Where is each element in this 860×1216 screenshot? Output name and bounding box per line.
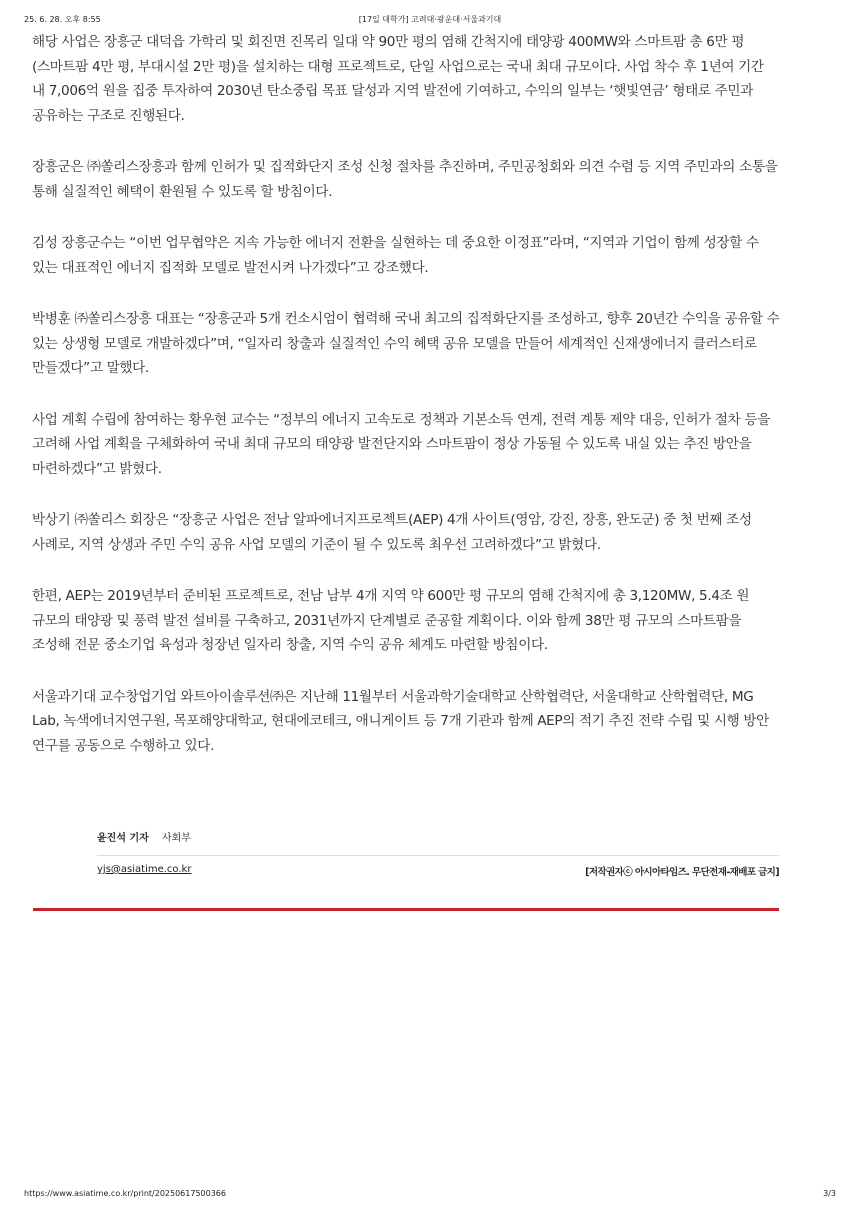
article-end-rule	[33, 908, 779, 911]
paragraph: 장흥군은 ㈜쏠리스장흥과 함께 인허가 및 집적화단지 조성 신청 절차를 추진하며, 주민공청회와 의견 수렴 등 지역 주민과의 소통을 통해 실질적인 혜택이 환원될 수 있도록 할 방침이다.	[32, 159, 778, 200]
copyright-notice: [저작권자ⓒ 아시아타임즈. 무단전재-재배포 금지]	[585, 867, 779, 878]
writer-row	[97, 829, 779, 847]
print-url: https://www.asiatime.co.kr/print/20250617500366	[24, 1189, 226, 1198]
writer-name: 윤진석 기자	[97, 833, 149, 844]
paragraph: 사업 계획 수립에 참여하는 황우현 교수는 “정부의 에너지 고속도로 정책과 기본소득 연계, 전력 계통 제약 대응, 인허가 절차 등을 고려해 사업 계획을 구체화하여 국내 최대 규모의 태양광 발전단지와 스마트팜이 정상 가동될 수 있도록 내실 있는 추진 방안을 마련하겠다”고 밝혔다.	[32, 411, 770, 477]
print-date: 25. 6. 28. 오후 8:55	[24, 15, 101, 24]
print-footer	[24, 1189, 836, 1203]
paragraph: 서울과기대 교수창업기업 와트아이솔루션㈜은 지난해 11월부터 서울과학기술대학교 산학협력단, 서울대학교 산학협력단, MG Lab, 녹색에너지연구원, 목포해양대학교, 현대에코테크, 애니게이트 등 7개 기관과 함께 AEP의 적기 추진 전략 수립 및 시행 방안 연구를 공동으로 수행하고 있다.	[32, 688, 769, 754]
print-title: [17일 대학가] 고려대·광운대·서울과기대	[358, 15, 502, 24]
email-row	[97, 864, 779, 884]
paragraph: 박상기 ㈜쏠리스 회장은 “장흥군 사업은 전남 알파에너지프로젝트(AEP) 4개 사이트(영암, 강진, 장흥, 완도군) 중 첫 번째 조성 사례로, 지역 상생과 주민 수익 공유 사업 모델의 기준이 될 수 있도록 최우선 고려하겠다”고 밝혔다.	[32, 512, 752, 553]
writer-email-link[interactable]: yjs@asiatime.co.kr	[97, 864, 192, 875]
paragraph: 박병훈 ㈜쏠리스장흥 대표는 “장흥군과 5개 컨소시엄이 협력해 국내 최고의 집적화단지를 조성하고, 향후 20년간 수익을 공유할 수 있는 상생형 모델로 개발하겠다”며, “일자리 창출과 실질적인 수익 혜택 공유 모델을 만들어 세계적인 신재생에너지 클러스터로 만들겠다”고 말했다.	[32, 311, 780, 376]
paragraph: 김성 장흥군수는 “이번 업무협약은 지속 가능한 에너지 전환을 실현하는 데 중요한 이정표”라며, “지역과 기업이 함께 성장할 수 있는 대표적인 에너지 집적화 모델로 발전시켜 나가겠다”고 강조했다.	[32, 235, 759, 276]
print-header	[24, 14, 836, 28]
paragraph: 해당 사업은 장흥군 대덕읍 가학리 및 회진면 진목리 일대 약 90만 평의 염해 간척지에 태양광 400MW와 스마트팜 총 6만 평(스마트팜 4만 평, 부대시설 2만 평)을 설치하는 대형 프로젝트로, 단일 사업으로는 국내 최대 규모이다. 사업 착수 후 1년여 기간 내 7,006억 원을 집중 투자하여 2030년 탄소중립 목표 달성과 지역 발전에 기여하고, 수익의 일부는 ‘햇빛연금’ 형태로 주민과 공유하는 구조로 진행된다.	[32, 34, 764, 124]
byline-divider	[97, 855, 779, 856]
byline	[97, 829, 779, 884]
writer-section: 사회부	[161, 833, 191, 844]
article-body	[32, 30, 780, 785]
page-number: 3/3	[823, 1189, 836, 1198]
paragraph: 한편, AEP는 2019년부터 준비된 프로젝트로, 전남 남부 4개 지역 약 600만 평 규모의 염해 간척지에 총 3,120MW, 5.4조 원 규모의 태양광 및 풍력 발전 설비를 구축하고, 2031년까지 단계별로 준공할 계획이다. 이와 함께 38만 평 규모의 스마트팜을 조성해 전문 중소기업 육성과 청장년 일자리 창출, 지역 수익 공유 체계도 마련할 방침이다.	[32, 588, 750, 653]
